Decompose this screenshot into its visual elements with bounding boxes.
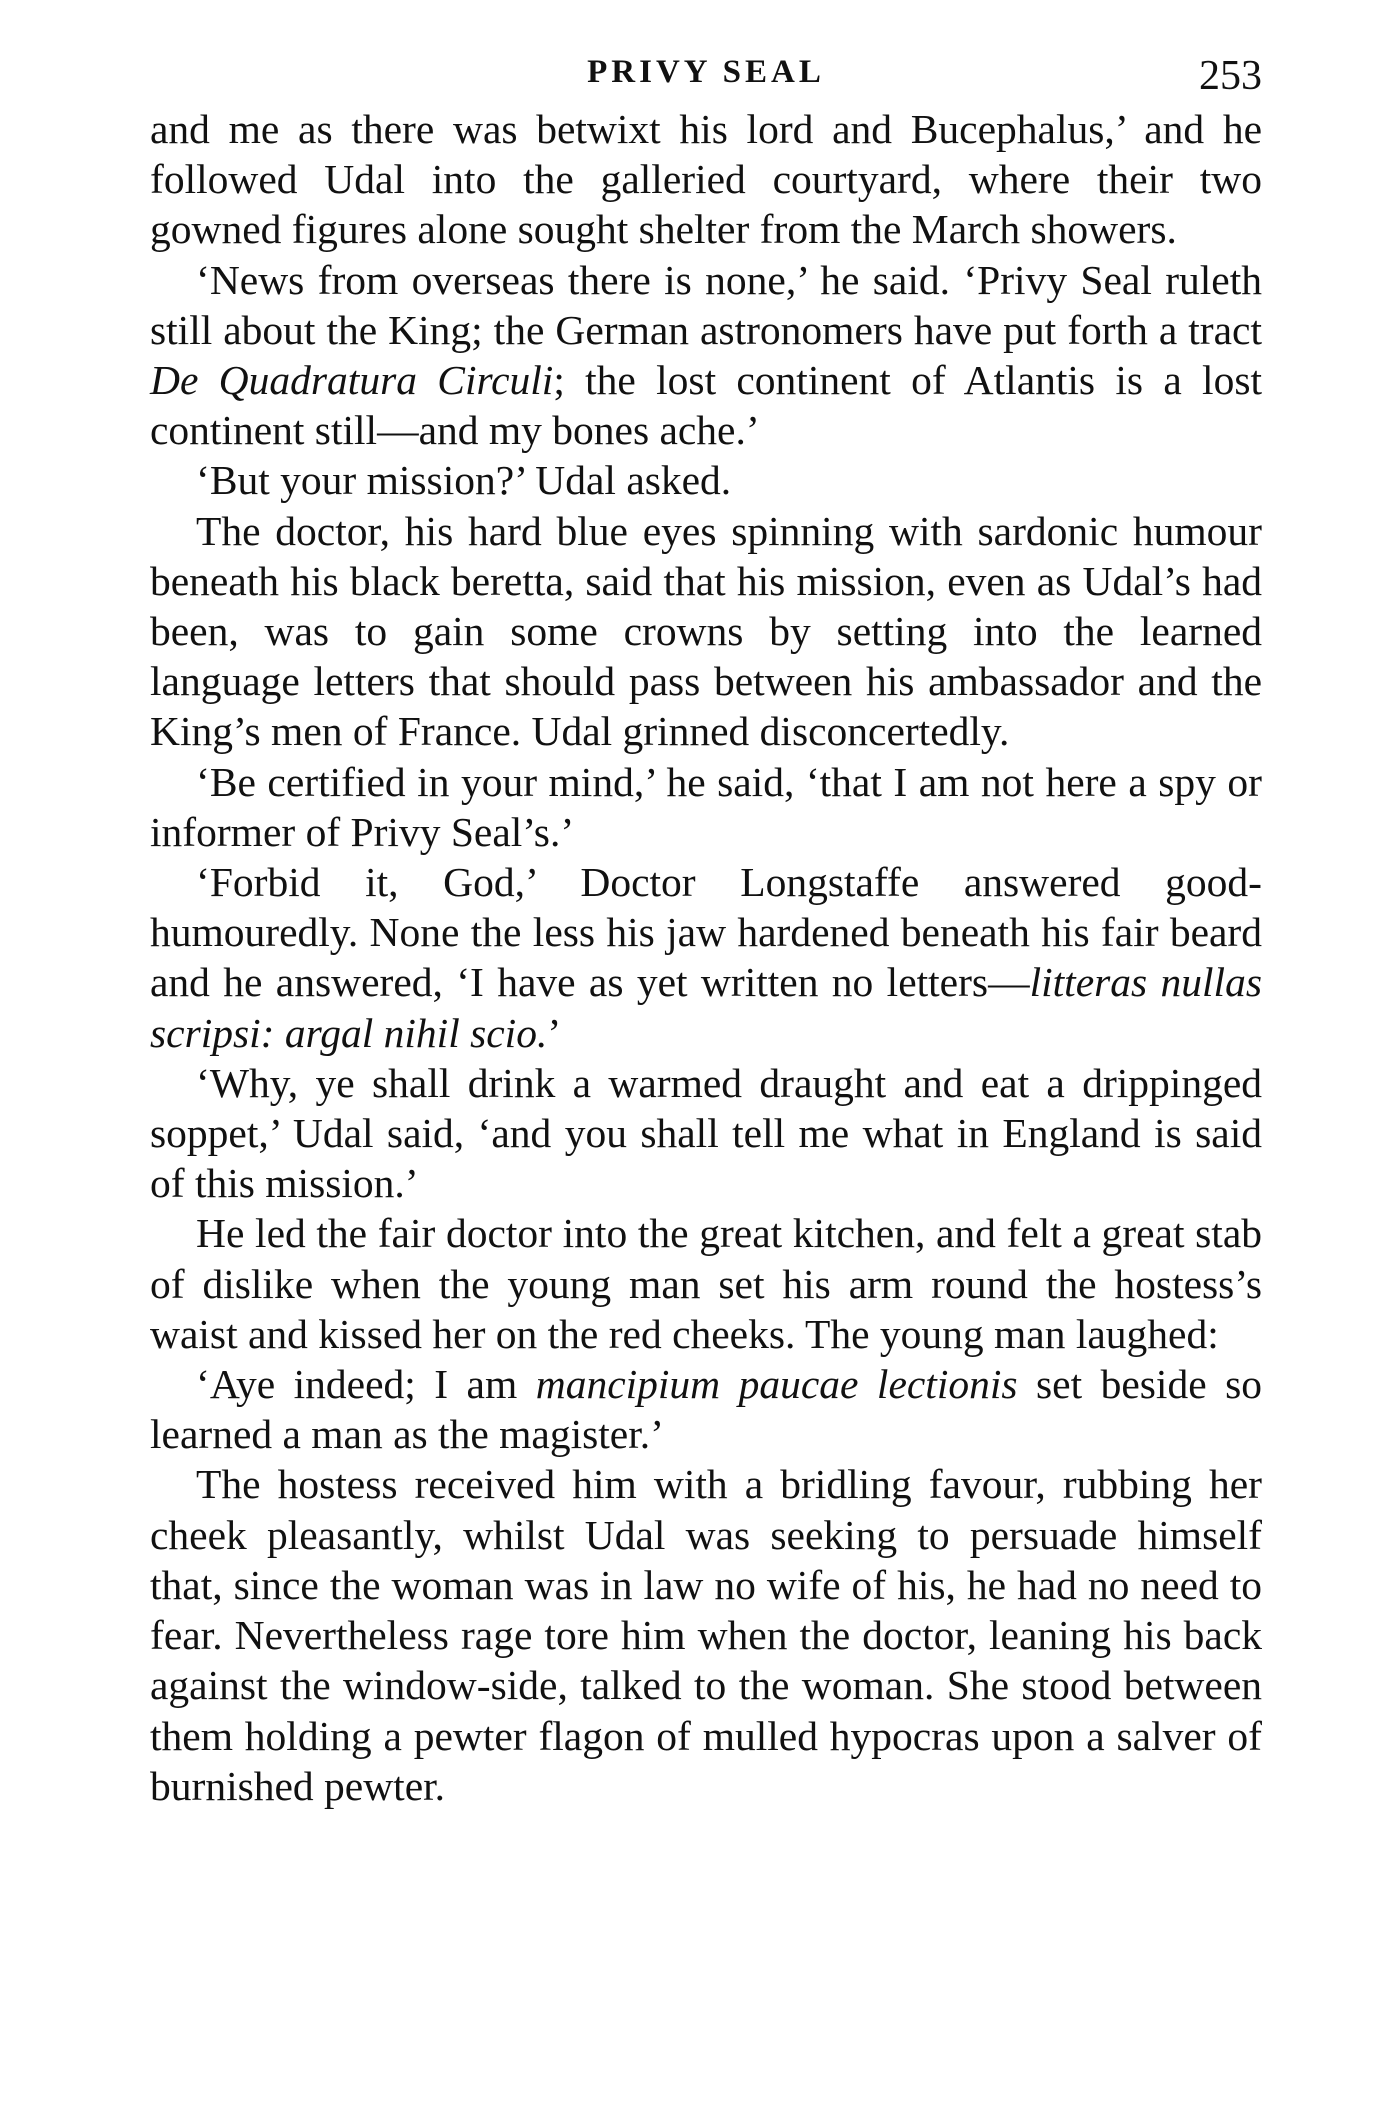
text-run: ‘Be certified in your mind,’ he said, ‘that I am not here a spy or informer of Privy Seal’s.’	[150, 758, 1262, 855]
paragraph	[150, 757, 1262, 857]
paragraph	[150, 506, 1262, 757]
paragraph	[150, 255, 1262, 456]
running-title: PRIVY SEAL	[587, 54, 825, 90]
text-run: ‘Forbid it, God,’ Doctor Longstaffe answered good-humouredly. None the less his jaw hardened beneath his fair beard and he answered, ‘I have as yet written no letters—	[150, 859, 1262, 1006]
text-run: set beside so learned a man as the magister.’	[150, 1361, 1262, 1458]
paragraph	[150, 1058, 1262, 1209]
paragraph	[150, 1459, 1262, 1810]
page-number: 253	[1199, 53, 1262, 99]
text-run: ‘Why, ye shall drink a warmed draught and eat a drippinged soppet,’ Udal said, ‘and you shall tell me what in England is said of this mission.’	[150, 1059, 1262, 1207]
text-run: The doctor, his hard blue eyes spinning with sardonic humour beneath his black beretta, said that his mission, even as Udal’s had been, was to gain some crowns by setting into the learned language letters that should pass between his ambassador and the King’s men of France. Udal grinned disconcertedly.	[150, 507, 1262, 755]
italic-text-run: litteras nullas scripsi: argal nihil scio.	[150, 959, 1262, 1056]
paragraph	[150, 1208, 1262, 1359]
text-run: ‘But your mission?’ Udal asked.	[196, 457, 732, 504]
running-head	[150, 40, 1262, 104]
paragraph	[150, 1359, 1262, 1459]
text-run: He led the fair doctor into the great kitchen, and felt a great stab of dislike when the young man set his arm round the hostess’s waist and kissed her on the red cheeks. The young man laughed:	[150, 1210, 1262, 1357]
body-text	[150, 104, 1262, 1811]
text-run: ’	[547, 1009, 562, 1056]
paragraph	[150, 104, 1262, 255]
text-run: The hostess received him with a bridling favour, rubbing her cheek pleasantly, whilst Udal was seeking to persuade himself that, since the woman was in law no wife of his, he had no need to fear. Nevertheless rage tore him when the doctor, leaning his back against the window-side, talked to the woman. She stood between them holding a pewter flagon of mulled hypocras upon a salver of burnished pewter.	[150, 1461, 1262, 1809]
paragraph	[150, 857, 1262, 1058]
paragraph	[150, 455, 1262, 505]
italic-text-run: mancipium paucae lectionis	[535, 1361, 1018, 1408]
text-run: and me as there was betwixt his lord and Bucephalus,’ and he followed Udal into the galleried courtyard, where their two gowned figures alone sought shelter from the March showers.	[150, 106, 1262, 253]
book-page	[150, 40, 1262, 1811]
text-run: ; the lost continent of Atlantis is a lost continent still—and my bones ache.’	[150, 357, 1262, 454]
italic-text-run: De Quadratura Circuli	[150, 357, 554, 404]
text-run: ‘Aye indeed; I am	[196, 1361, 536, 1408]
text-run: ‘News from overseas there is none,’ he said. ‘Privy Seal ruleth still about the King; the German astronomers have put forth a tract	[150, 256, 1262, 353]
